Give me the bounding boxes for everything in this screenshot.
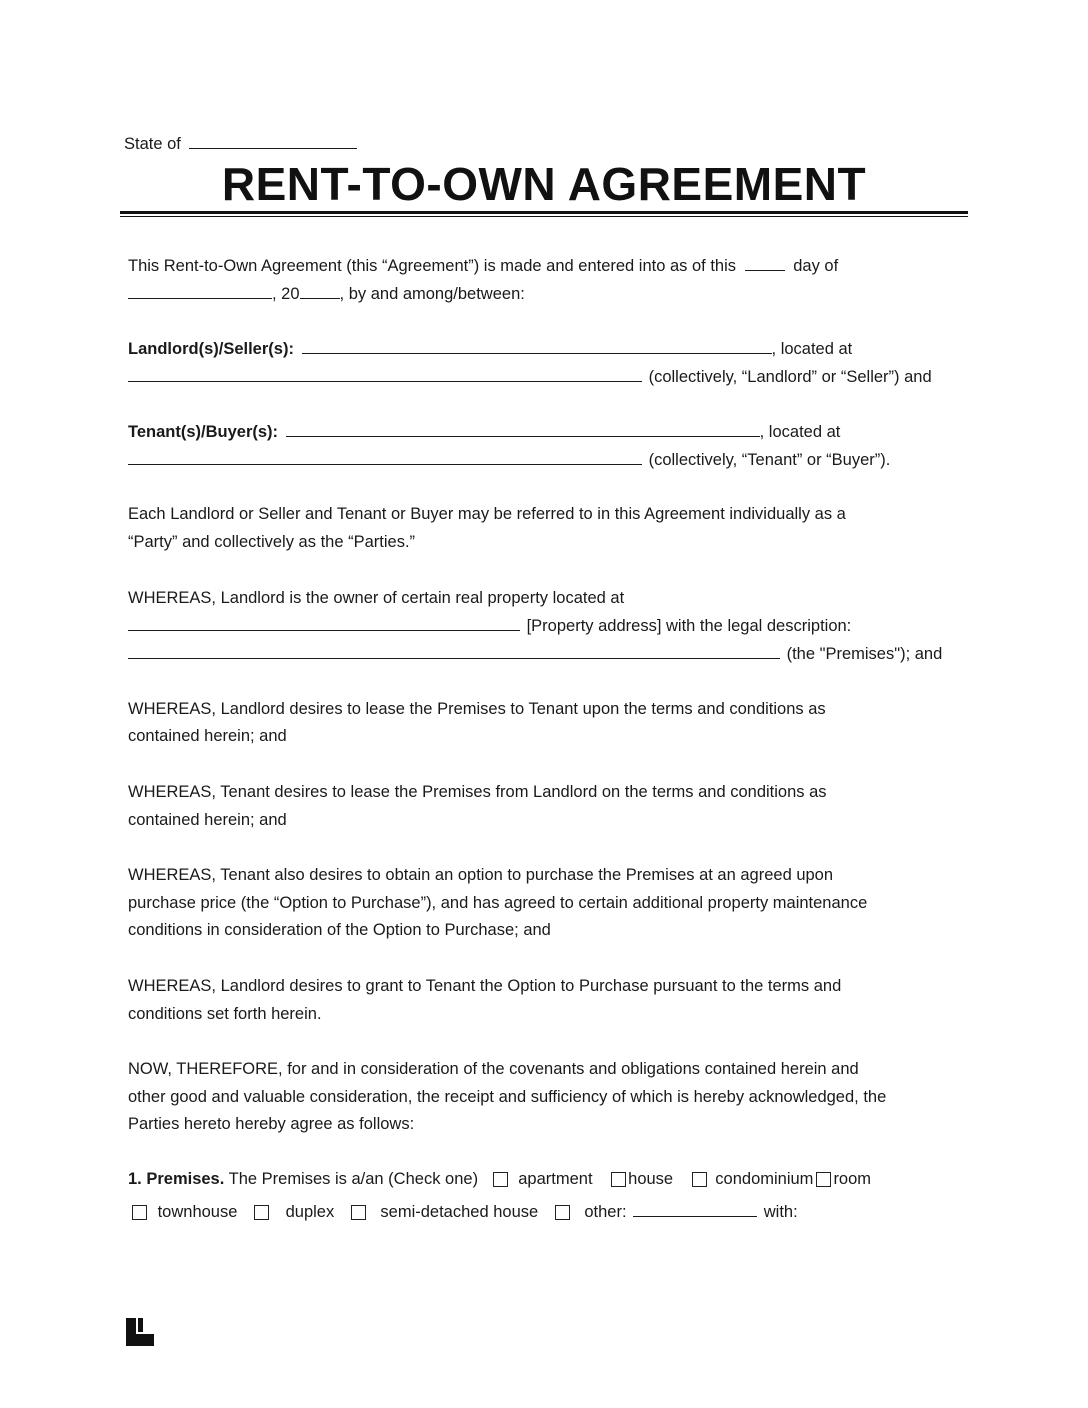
- document-logo-icon: [126, 1318, 154, 1346]
- premises-text: The Premises is a/an (Check one): [228, 1170, 479, 1188]
- whereas-1-line-1: WHEREAS, Landlord is the owner of certain real property located at: [128, 589, 625, 607]
- whereas-4-line-2: purchase price (the “Option to Purchase”), and has agreed to certain additional property maintenance: [128, 894, 868, 912]
- landlord-name-blank[interactable]: [302, 338, 772, 354]
- option-apartment-label: apartment: [518, 1170, 593, 1188]
- tenant-address-blank[interactable]: [128, 449, 642, 465]
- parties-line-2: “Party” and collectively as the “Parties.”: [128, 533, 416, 551]
- year-blank[interactable]: [300, 283, 340, 299]
- title-rule-thick: [120, 211, 968, 214]
- whereas-4-line-1: WHEREAS, Tenant also desires to obtain an option to purchase the Premises at an agreed upon: [128, 866, 834, 884]
- tenant-collective: (collectively, “Tenant” or “Buyer”).: [648, 451, 891, 469]
- checkbox-room[interactable]: [816, 1172, 831, 1187]
- intro-text: This Rent-to-Own Agreement (this “Agreement”) is made and entered into as of this: [128, 257, 737, 275]
- now-therefore-line-3: Parties hereto hereby agree as follows:: [128, 1115, 415, 1133]
- option-room-label: room: [833, 1170, 872, 1188]
- tenant-located: , located at: [759, 423, 841, 441]
- parties-line-1: Each Landlord or Seller and Tenant or Buyer may be referred to in this Agreement individually as a: [128, 505, 846, 523]
- intro-line-2: [128, 283, 525, 304]
- landlord-label: Landlord(s)/Seller(s):: [128, 340, 294, 358]
- legal-description-blank[interactable]: [128, 643, 780, 659]
- state-label: State of: [124, 135, 181, 153]
- whereas-1-line-3: [128, 643, 942, 664]
- checkbox-semi-detached[interactable]: [351, 1205, 366, 1220]
- checkbox-other[interactable]: [555, 1205, 570, 1220]
- whereas-4-line-3: conditions in consideration of the Option to Purchase; and: [128, 921, 551, 939]
- landlord-address-blank[interactable]: [128, 366, 642, 382]
- premises-heading: 1. Premises.: [128, 1170, 225, 1188]
- landlord-line-2: [128, 366, 932, 387]
- tenant-name-blank[interactable]: [286, 421, 760, 437]
- option-duplex-label: duplex: [285, 1203, 335, 1221]
- landlord-collective: (collectively, “Landlord” or “Seller”) and: [648, 368, 932, 386]
- state-blank[interactable]: [189, 133, 357, 149]
- other-blank[interactable]: [633, 1201, 757, 1217]
- premises-line-2: [132, 1201, 798, 1222]
- intro-day-of: day of: [793, 257, 839, 275]
- option-other-label: other:: [584, 1203, 627, 1221]
- now-therefore-line-2: other good and valuable consideration, the receipt and sufficiency of which is hereby acknowledged, the: [128, 1088, 887, 1106]
- now-therefore-line-1: NOW, THEREFORE, for and in consideration of the covenants and obligations contained herein and: [128, 1060, 859, 1078]
- whereas-5-line-1: WHEREAS, Landlord desires to grant to Tenant the Option to Purchase pursuant to the terms and: [128, 977, 842, 995]
- landlord-located: , located at: [771, 340, 853, 358]
- option-condominium-label: condominium: [715, 1170, 814, 1188]
- whereas-5-line-2: conditions set forth herein.: [128, 1005, 322, 1023]
- checkbox-townhouse[interactable]: [132, 1205, 147, 1220]
- whereas-3-line-1: WHEREAS, Tenant desires to lease the Premises from Landlord on the terms and conditions as: [128, 783, 827, 801]
- whereas-3-line-2: contained herein; and: [128, 811, 287, 829]
- title-rule-thin: [120, 216, 968, 217]
- checkbox-duplex[interactable]: [254, 1205, 269, 1220]
- premises-with: with:: [763, 1203, 798, 1221]
- checkbox-apartment[interactable]: [493, 1172, 508, 1187]
- property-address-blank[interactable]: [128, 615, 520, 631]
- property-address-label: [Property address] with the legal description:: [526, 617, 852, 635]
- option-townhouse-label: townhouse: [157, 1203, 238, 1221]
- intro-year-prefix: , 20: [272, 285, 300, 303]
- day-blank[interactable]: [745, 255, 785, 271]
- premises-line-1: [128, 1169, 871, 1189]
- tenant-line-2: [128, 449, 890, 470]
- landlord-line-1: [128, 338, 852, 359]
- intro-among: , by and among/between:: [339, 285, 525, 303]
- state-line: [124, 133, 357, 154]
- whereas-2-line-2: contained herein; and: [128, 727, 287, 745]
- tenant-line-1: [128, 421, 840, 442]
- option-semi-detached-label: semi-detached house: [380, 1203, 539, 1221]
- month-blank[interactable]: [128, 283, 272, 299]
- premises-definition: (the "Premises"); and: [786, 645, 943, 663]
- option-house-label: house: [628, 1170, 674, 1188]
- whereas-1-line-2: [128, 615, 851, 636]
- tenant-label: Tenant(s)/Buyer(s):: [128, 423, 279, 441]
- intro-line-1: [128, 255, 838, 276]
- document-title: RENT-TO-OWN AGREEMENT: [221, 158, 867, 210]
- checkbox-condominium[interactable]: [692, 1172, 707, 1187]
- whereas-2-line-1: WHEREAS, Landlord desires to lease the Premises to Tenant upon the terms and conditions as: [128, 700, 826, 718]
- checkbox-house[interactable]: [611, 1172, 626, 1187]
